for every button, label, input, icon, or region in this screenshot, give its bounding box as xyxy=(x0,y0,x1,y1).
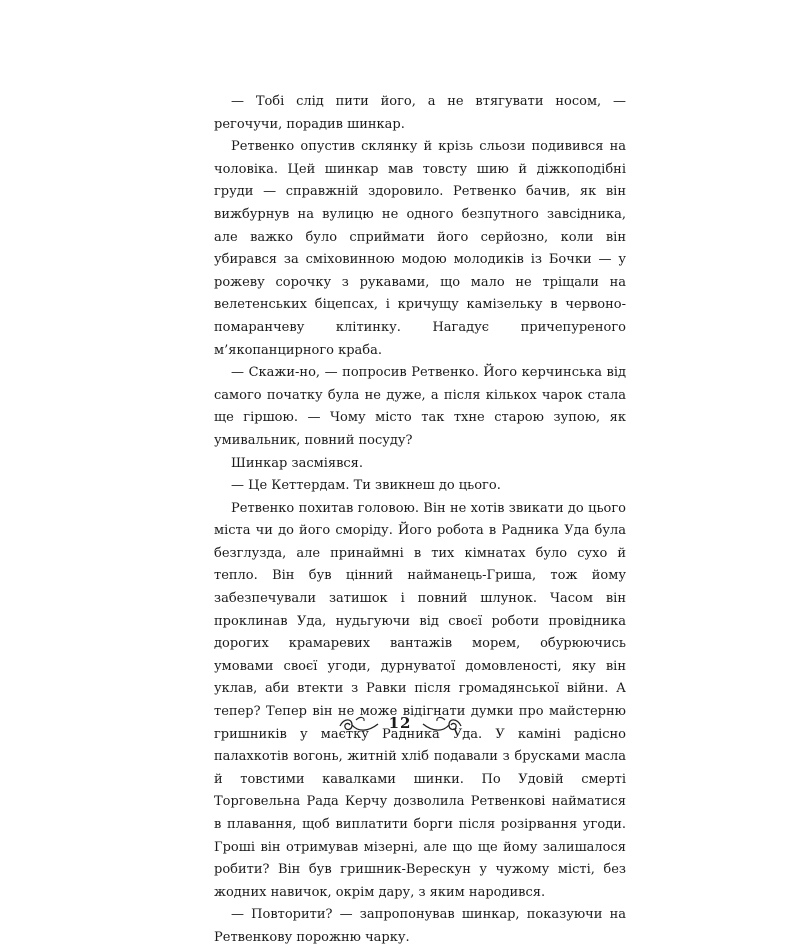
flourish-right-icon xyxy=(421,712,463,741)
paragraph-2: Ретвенко опустив склянку й крізь сльози подивився на чоловіка. Цей шинкар мав товсту шию й діжкоподібні груди — справжній здоровило. Ретвенко бачив, як він вижбурнув на вулицю не одного безпутного завсідника, але важко було сприймати його серйозно, коли він убирався за сміховинною модою молодиків із Бочки — у рожеву сорочку з рукавами, що мало не тріщали на велетенських біцепсах, і кричущу камізельку в червоно-помаранчеву клітинку. Нагадує причепуреного м’якопанцирного краба. xyxy=(214,139,626,358)
paragraph-5: — Це Кеттердам. Ти звикнеш до цього. xyxy=(231,478,501,494)
page-number: 12 xyxy=(388,714,412,732)
paragraph-1: — Тобі слід пити його, а не втягувати носом, — регочучи, порадив шинкар. xyxy=(214,94,626,132)
body-text xyxy=(214,91,626,950)
paragraph-3: — Скажи-но, — попросив Ретвенко. Його керчинська від самого початку була не дуже, а після кількох чарок стала ще гіршою. — Чому місто так тхне старою зупою, як умивальник, повний посуду? xyxy=(214,365,626,448)
page-footer xyxy=(0,708,800,740)
flourish-left-icon xyxy=(338,712,380,741)
paragraph-4: Шинкар засміявся. xyxy=(231,455,364,471)
paragraph-7: — Повторити? — запропонував шинкар, показуючи на Ретвенкову порожню чарку. xyxy=(214,907,626,945)
paragraph-6: Ретвенко похитав головою. Він не хотів звикати до цього міста чи до його сморіду. Його робота в Радника Уда була безглузда, але принаймні в тих кімнатах було сухо й тепло. Він був цінний найманець-Гриша, тож йому забезпечували затишок і повний шлунок. Часом він проклинав Уда, нудьгуючи від своєї роботи провідника дорогих крамаревих вантажів морем, обурюючись умовами своєї угоди, дурнуватої домовленості, яку він уклав, аби втекти з Равки після громадянської війни. А тепер? Тепер він не може відігнати думки про майстерню гришників у маєтку Радника Уда. У каміні радісно палахкотів вогонь, житній хліб подавали з брусками масла й товстими кавалками шинки. По Удовій смерті Торговельна Рада Керчу дозволила Ретвенкові найматися в плавання, щоб виплатити борги після розірвання угоди. Гроші він отримував мізерні, але що ще йому залишалося робити? Він був гришник-Верескун у чужому місті, без жодних навичок, окрім дару, з яким народився. xyxy=(214,500,626,900)
